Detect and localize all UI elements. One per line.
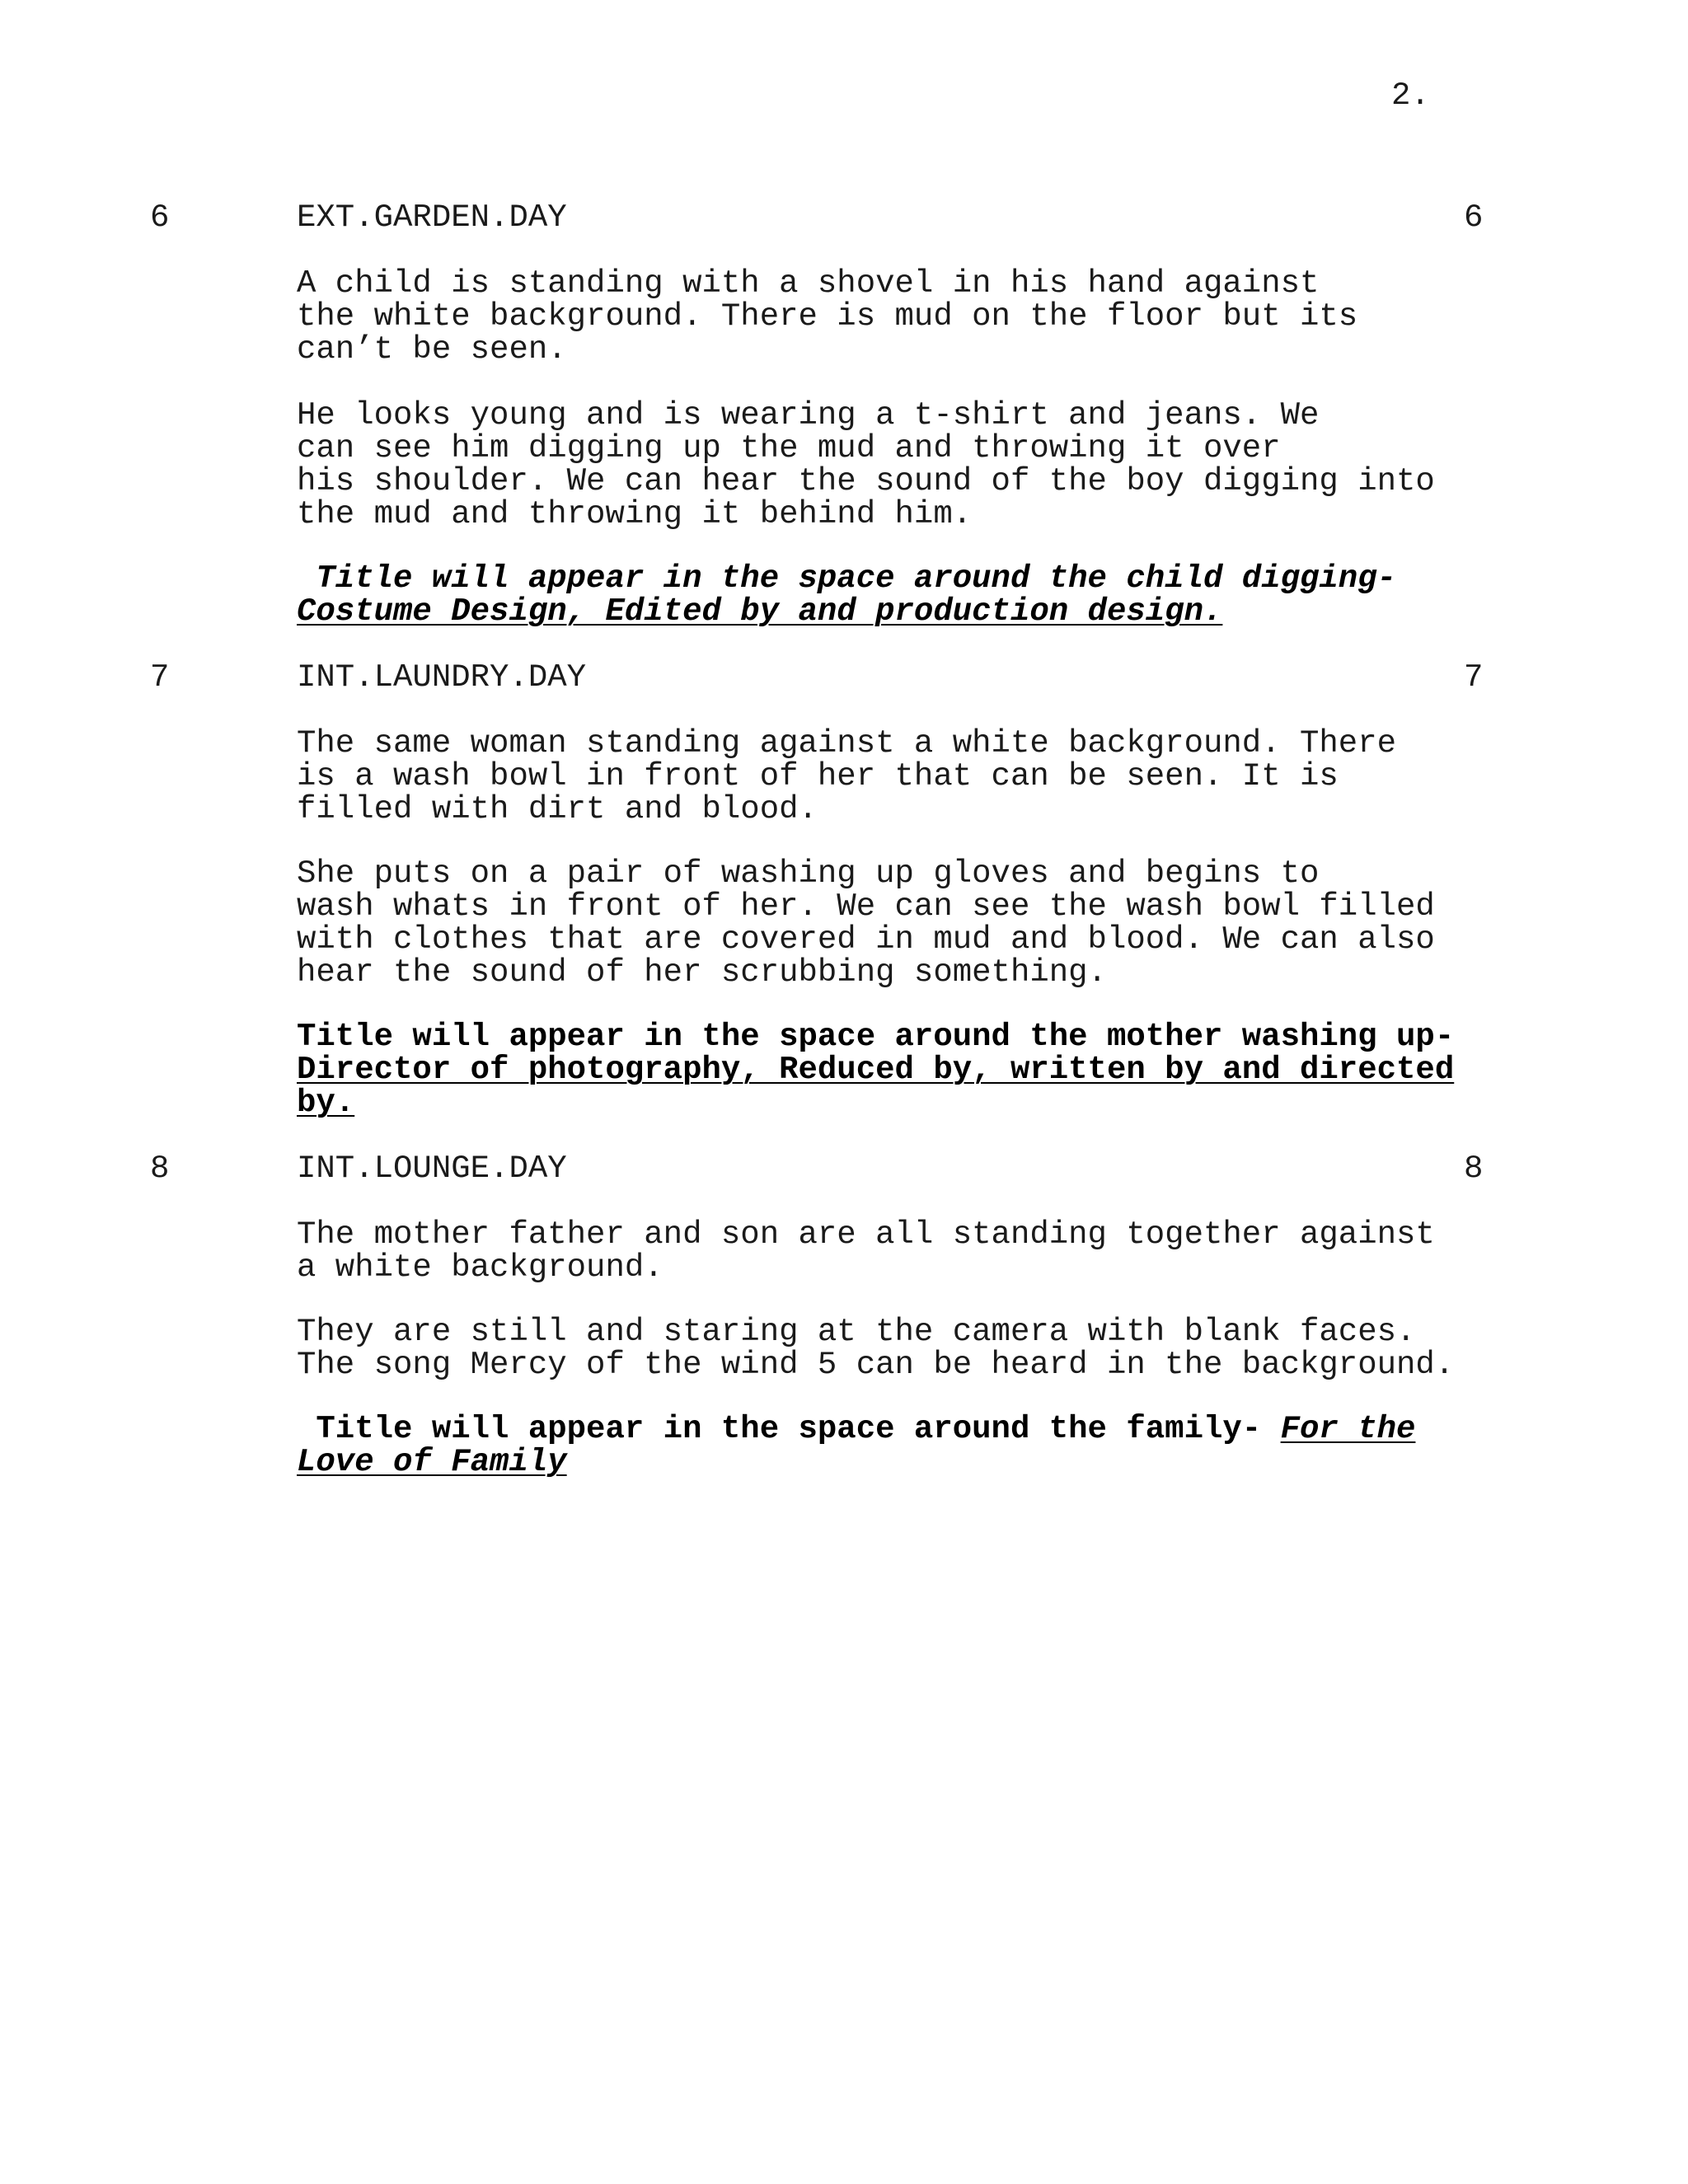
scene-heading-8 (0, 1152, 1688, 1185)
scene-number-right: 7 (1464, 659, 1484, 696)
action-line: hear the sound of her scrubbing something. (297, 954, 1107, 991)
scene-slugline: INT.LAUNDRY.DAY (297, 659, 587, 696)
scene-number-right: 8 (1464, 1151, 1484, 1187)
action-line: the white background. There is mud on the floor but its (297, 298, 1358, 335)
action-line: a white background. (297, 1249, 663, 1286)
action-line: can see him digging up the mud and throwing it over (297, 430, 1281, 466)
action-line: The song Mercy of the wind 5 can be heard in the background. (297, 1347, 1455, 1383)
scene-number-left: 7 (150, 659, 170, 696)
title-note-line (297, 1446, 1648, 1479)
scene-number-left: 8 (150, 1151, 170, 1187)
title-note-credits (297, 1086, 1648, 1119)
action-paragraph (297, 857, 1648, 989)
title-note-prefix: Title will appear in the space around the family- (297, 1411, 1281, 1447)
title-card-note (297, 1413, 1648, 1479)
action-line: A child is standing with a shovel in his hand against (297, 265, 1320, 302)
action-line: can’t be seen. (297, 331, 567, 368)
scene-slugline: INT.LOUNGE.DAY (297, 1151, 567, 1187)
title-note-line: Title will appear in the space around the mother washing up- (297, 1019, 1455, 1055)
action-line: filled with dirt and blood. (297, 791, 818, 827)
title-note-credits-end: by. (297, 1085, 355, 1121)
title-note-credits: Costume Design, Edited by and production design. (297, 593, 1223, 630)
title-note-line (297, 1413, 1648, 1446)
title-card-note (297, 1020, 1648, 1119)
action-line: is a wash bowl in front of her that can be seen. It is (297, 758, 1339, 794)
action-line: The same woman standing against a white background. There (297, 725, 1397, 762)
action-paragraph (297, 1315, 1648, 1381)
action-line: She puts on a pair of washing up gloves and begins to (297, 855, 1320, 892)
film-title: Love of Family (297, 1444, 567, 1480)
action-line: They are still and staring at the camera with blank faces. (297, 1314, 1416, 1350)
action-line: wash whats in front of her. We can see the wash bowl filled (297, 888, 1435, 925)
action-line: his shoulder. We can hear the sound of the boy digging into (297, 463, 1435, 499)
page-number: 2. (1391, 77, 1430, 114)
title-note-line: Title will appear in the space around the child digging- (297, 560, 1397, 597)
action-paragraph (297, 1218, 1648, 1284)
title-card-note (297, 562, 1648, 628)
scene-number-left: 6 (150, 199, 170, 236)
action-paragraph (297, 727, 1648, 826)
action-paragraph (297, 267, 1648, 366)
scene-slugline: EXT.GARDEN.DAY (297, 199, 567, 236)
action-paragraph (297, 399, 1648, 531)
scene-heading-7 (0, 661, 1688, 694)
action-line: He looks young and is wearing a t-shirt and jeans. We (297, 397, 1320, 434)
action-line: with clothes that are covered in mud and blood. We can also (297, 921, 1435, 958)
scene-number-right: 6 (1464, 199, 1484, 236)
title-note-credits: Director of photography, Reduced by, written by and directed (297, 1052, 1455, 1088)
scene-heading-6 (0, 201, 1688, 234)
film-title: For the (1280, 1411, 1416, 1447)
action-line: The mother father and son are all standing together against (297, 1216, 1435, 1253)
action-line: the mud and throwing it behind him. (297, 496, 973, 532)
